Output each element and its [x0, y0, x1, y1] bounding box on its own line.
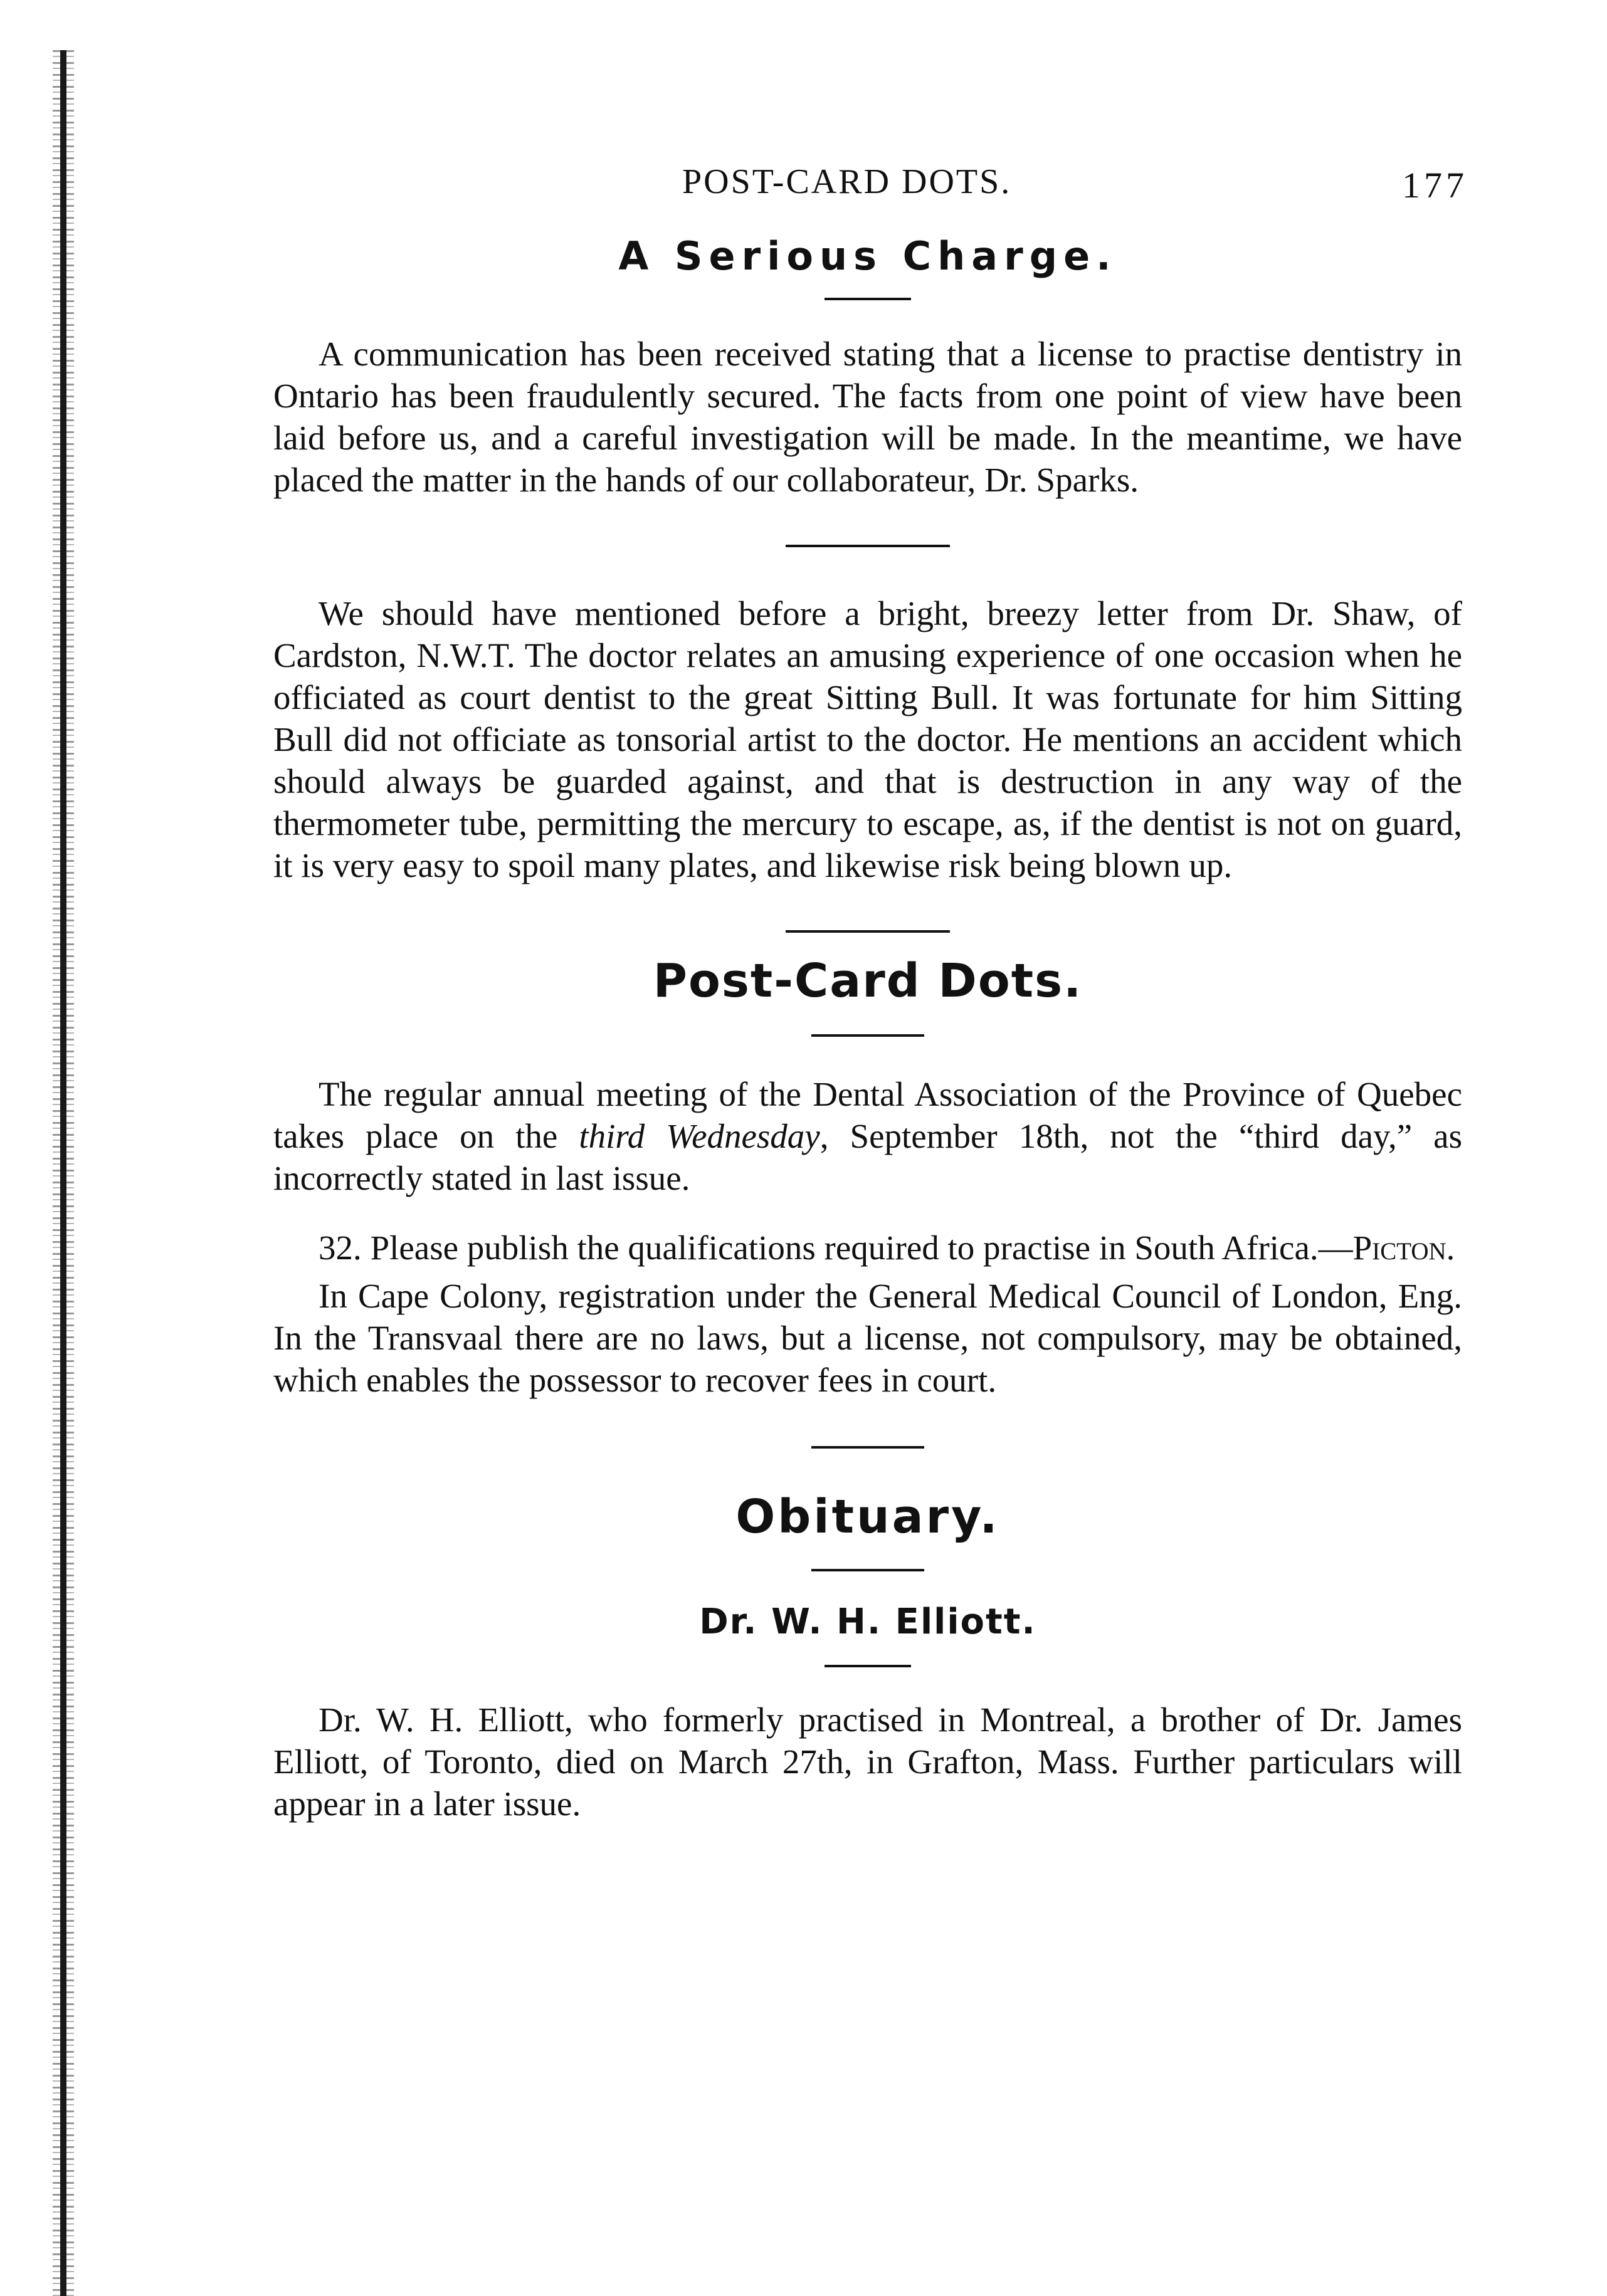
post-card-dots-heading: Post-Card Dots.: [653, 954, 1083, 1008]
page-content: [273, 226, 1462, 1825]
binding-spine: [60, 50, 66, 2296]
section-rule: [786, 930, 950, 933]
obituary-subheading: Dr. W. H. Elliott.: [699, 1601, 1036, 1642]
running-title: POST-CARD DOTS.: [682, 162, 1012, 201]
page-number: 177: [1402, 165, 1468, 206]
section-rule: [811, 1034, 924, 1037]
question-signature: Picton.: [1352, 1229, 1455, 1267]
obituary-paragraph: Dr. W. H. Elliott, who formerly practised in Montreal, a brother of Dr. James Elliott, of Toronto, died on March 27th, in Grafton, Mass. Further particulars will appear in a later issue.: [273, 1701, 1462, 1823]
running-head: [0, 162, 1607, 206]
page-binding-edge: [49, 50, 87, 2296]
section-rule: [825, 298, 911, 300]
section-rule: [825, 1665, 911, 1667]
shaw-letter-paragraph: We should have mentioned before a bright, breezy letter from Dr. Shaw, of Cardston, N.W.T. The doctor relates an amusing experience of one occasion when he officiated as court dentist to the great Sitting Bull. It was fortunate for him Sitting Bull did not officiate as tonsorial artist to the doctor. He mentions an accident which should always be guarded against, and that is destruction in any way of the thermometer tube, permitting the mercury to escape, as, if the dentist is not on guard, it is very easy to spoil many plates, and likewise risk being blown up.: [273, 594, 1462, 884]
serious-charge-heading: A Serious Charge.: [618, 233, 1117, 279]
meeting-text-before: The regular annual meeting of the Dental Association of the Province of Quebec takes place on the: [273, 1075, 1462, 1155]
question-paragraph: [273, 1227, 1462, 1269]
obituary-heading: Obituary.: [735, 1490, 1000, 1544]
meeting-paragraph: [273, 1073, 1462, 1199]
meeting-date-emphasis: third Wednesday: [579, 1117, 820, 1155]
answer-paragraph: In Cape Colony, registration under the General Medical Council of London, Eng. In the Transvaal there are no laws, but a license, not compulsory, may be obtained, which enables the possessor to recover fees in court.: [273, 1277, 1462, 1399]
section-rule: [811, 1569, 924, 1571]
section-rule: [786, 545, 950, 547]
serious-charge-paragraph: A communication has been received stating that a license to practise dentistry in Ontario has been fraudulently secured. The facts from one point of view have been laid before us, and a careful investigation will be made. In the meantime, we have placed the matter in the hands of our collaborateur, Dr. Sparks.: [273, 335, 1462, 499]
section-rule: [811, 1446, 924, 1449]
meeting-text-after: , September 18th, not the “third day,” as incorrectly stated in last issue.: [273, 1117, 1462, 1197]
question-text: 32. Please publish the qualifications required to practise in South Africa.—: [319, 1229, 1353, 1267]
